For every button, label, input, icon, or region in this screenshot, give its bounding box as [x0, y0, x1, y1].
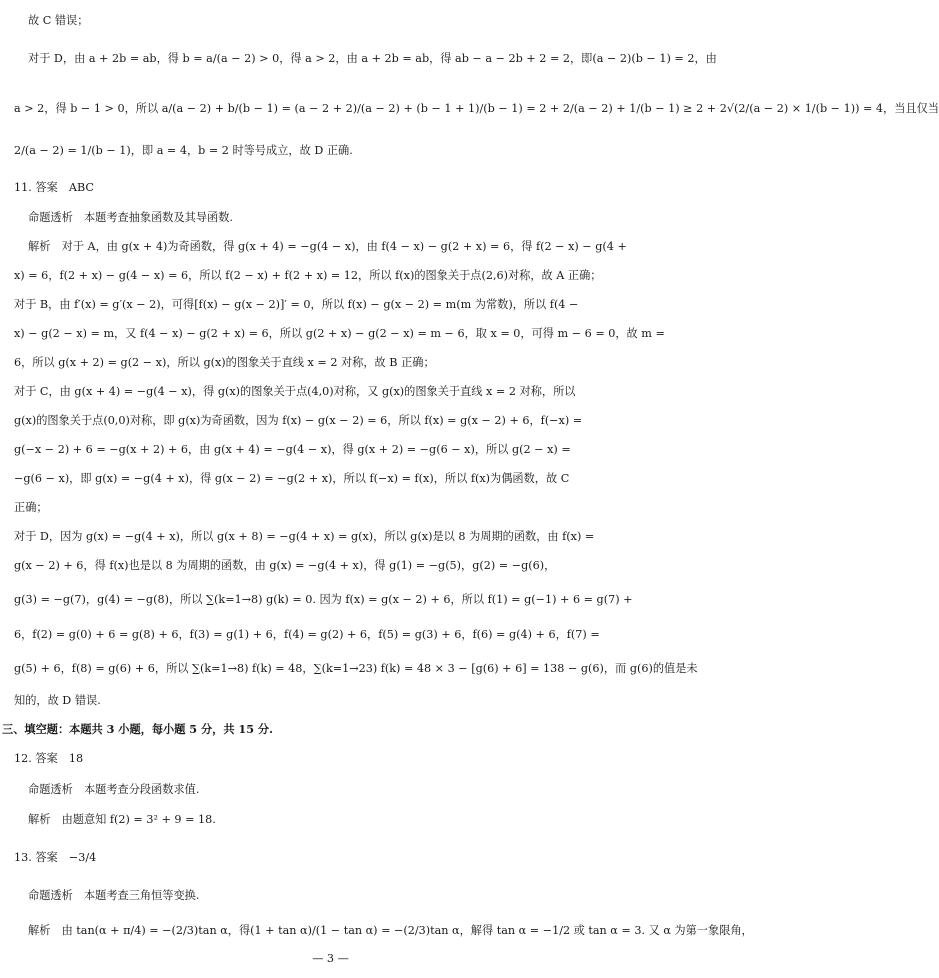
text-line: 命题透析 本题考查抽象函数及其导函数. [28, 211, 233, 224]
text-line: x) = 6，f(2 + x) − g(4 − x) = 6，所以 f(2 − x) + f(2 + x) = 12，所以 f(x)的图象关于点(2,6)对称，故 A 正确； [14, 269, 602, 282]
text-line: 2/(a − 2) = 1/(b − 1)，即 a = 4，b = 2 时等号成立，故 D 正确. [14, 144, 353, 157]
text-line: g(−x − 2) + 6 = −g(x + 2) + 6，由 g(x + 4) = −g(4 − x)，得 g(x + 2) = −g(6 − x)，所以 g(2 − x) = [14, 443, 571, 456]
text-line: 故 C 错误； [28, 14, 89, 27]
question-11-answer: 11. 答案 ABC [14, 181, 94, 194]
text-line: g(x − 2) + 6，得 f(x)也是以 8 为周期的函数，由 g(x) = −g(4 + x)，得 g(1) = −g(5)，g(2) = −g(6)， [14, 559, 556, 572]
text-line: 知的，故 D 错误. [14, 694, 101, 707]
page-number: — 3 — [312, 952, 349, 965]
text-line: 对于 C，由 g(x + 4) = −g(4 − x)，得 g(x)的图象关于点(4,0)对称，又 g(x)的图象关于直线 x = 2 对称，所以 [14, 385, 576, 398]
text-line: 正确； [14, 501, 48, 514]
text-line: 6，f(2) = g(0) + 6 = g(8) + 6，f(3) = g(1) + 6，f(4) = g(2) + 6，f(5) = g(3) + 6，f(6) = g(4) + 6，f(7) = [14, 628, 600, 641]
text-line: 命题透析 本题考查三角恒等变换. [28, 889, 200, 902]
text-line: 6，所以 g(x + 2) = g(2 − x)，所以 g(x)的图象关于直线 x = 2 对称，故 B 正确； [14, 356, 435, 369]
text-line: a > 2，得 b − 1 > 0，所以 a/(a − 2) + b/(b − 1) = (a − 2 + 2)/(a − 2) + (b − 1 + 1)/(b − 1) = 2 + 2/(a − 2) + 1/(b − 1) ≥ 2 + 2√(2/(a − 2) × 1/(b − 1)) = 4，当且仅当 [14, 102, 939, 115]
section-heading: 三、填空题：本题共 3 小题，每小题 5 分，共 15 分. [2, 722, 273, 736]
text-line: 对于 B，由 f′(x) = g′(x − 2)，可得[f(x) − g(x − 2)]′ = 0，所以 f(x) − g(x − 2) = m(m 为常数)，所以 f(4 − [14, 298, 579, 311]
text-line: 解析 由 tan(α + π/4) = −(2/3)tan α，得(1 + tan α)/(1 − tan α) = −(2/3)tan α，解得 tan α = −1/2 或 tan α = 3. 又 α 为第一象限角， [28, 924, 753, 937]
text-line: 解析 对于 A，由 g(x + 4)为奇函数，得 g(x + 4) = −g(4 − x)，由 f(4 − x) − g(2 + x) = 6，得 f(2 − x) − g(4 + [28, 240, 627, 253]
text-line: x) − g(2 − x) = m，又 f(4 − x) − g(2 + x) = 6，所以 g(2 + x) − g(2 − x) = m − 6，取 x = 0，可得 m − 6 = 0，故 m = [14, 327, 665, 340]
text-line: 解析 由题意知 f(2) = 3² + 9 = 18. [28, 813, 216, 826]
question-12-answer: 12. 答案 18 [14, 752, 84, 765]
text-line: g(3) = −g(7)，g(4) = −g(8)，所以 ∑(k=1→8) g(k) = 0. 因为 f(x) = g(x − 2) + 6，所以 f(1) = g(−1) + 6 = g(7) + [14, 593, 633, 606]
text-line: 命题透析 本题考查分段函数求值. [28, 783, 200, 796]
text-line: 对于 D，因为 g(x) = −g(4 + x)，所以 g(x + 8) = −g(4 + x) = g(x)，所以 g(x)是以 8 为周期的函数，由 f(x) = [14, 530, 595, 543]
text-line: −g(6 − x)，即 g(x) = −g(4 + x)，得 g(x − 2) = −g(2 + x)，所以 f(−x) = f(x)，所以 f(x)为偶函数，故 C [14, 472, 570, 485]
text-line: g(x)的图象关于点(0,0)对称，即 g(x)为奇函数，因为 f(x) − g(x − 2) = 6，所以 f(x) = g(x − 2) + 6，f(−x) = [14, 414, 583, 427]
text-line: g(5) + 6，f(8) = g(6) + 6，所以 ∑(k=1→8) f(k) = 48，∑(k=1→23) f(k) = 48 × 3 − [g(6) + 6] = 138 − g(6)，而 g(6)的值是未 [14, 662, 698, 675]
question-13-answer: 13. 答案 −3/4 [14, 851, 97, 864]
text-line: 对于 D，由 a + 2b = ab，得 b = a/(a − 2) > 0，得 a > 2，由 a + 2b = ab，得 ab − a − 2b + 2 = 2，即(a − 2)(b − 1) = 2，由 [28, 52, 717, 65]
